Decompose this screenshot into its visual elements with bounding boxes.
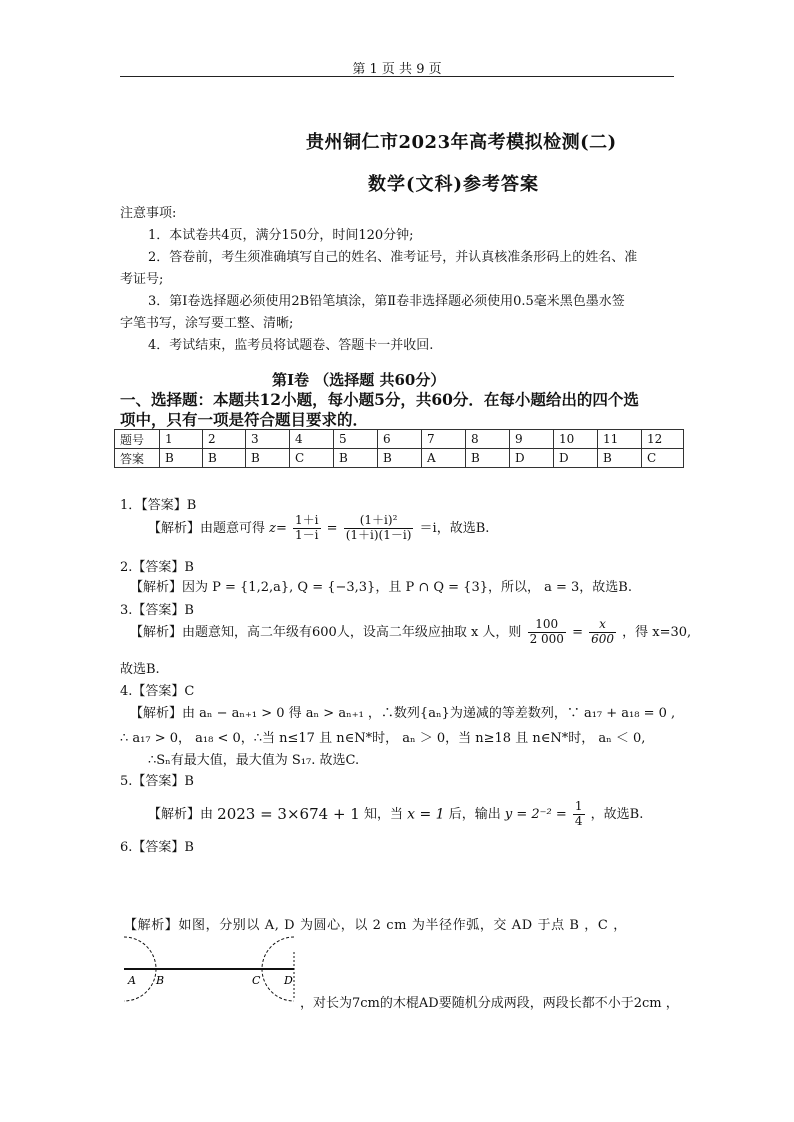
- solution-5-tail: ，故选B.: [590, 806, 644, 822]
- answer-table: [114, 429, 684, 468]
- solution-5-equation: 2023 = 3×674 + 1: [217, 804, 360, 823]
- table-cell: B: [378, 449, 422, 468]
- point-label-c: C: [252, 974, 261, 987]
- table-cell: B: [466, 449, 510, 468]
- note-item: 4．考试结束，监考员将试题卷、答题卡一并收回.: [148, 338, 434, 353]
- table-cell: 10: [554, 430, 598, 449]
- question-instructions-line2: 项中，只有一项是符合题目要求的．: [120, 410, 369, 429]
- fraction-numerator: 1: [574, 799, 583, 813]
- solution-1-tail: ＝i，故选B.: [419, 520, 490, 536]
- note-item: 字笔书写，涂写要工整、清晰;: [120, 316, 294, 331]
- point-label-a: A: [128, 974, 136, 987]
- document-title: 贵州铜仁市2023年高考模拟检测(二): [306, 132, 617, 153]
- table-cell: 2: [203, 430, 246, 449]
- table-cell: B: [598, 449, 642, 468]
- fraction-numerator: 1＋i: [295, 513, 319, 527]
- fraction-denominator: 2 000: [529, 631, 564, 646]
- note-item: 1．本试卷共4页，满分150分，时间120分钟;: [148, 228, 414, 243]
- fraction-numerator: 100: [528, 618, 566, 633]
- table-cell: C: [642, 449, 684, 468]
- table-cell: 4: [290, 430, 334, 449]
- fraction: [293, 514, 320, 543]
- solution-4-answer: 4.【答案】C: [120, 684, 195, 699]
- table-cell: B: [203, 449, 246, 468]
- table-cell: 1: [160, 430, 203, 449]
- note-item: 3．第Ⅰ卷选择题必须使用2B铅笔填涂，第Ⅱ卷非选择题必须使用0.5毫米黑色墨水签: [148, 294, 625, 309]
- solution-4-line3: ∴Sₙ有最大值，最大值为 S₁₇. 故选C.: [148, 753, 360, 768]
- fraction-denominator: 1－i: [295, 527, 319, 542]
- table-cell: D: [554, 449, 598, 468]
- table-cell: 6: [378, 430, 422, 449]
- solution-3-tail: ，得 x=30,: [622, 624, 692, 640]
- answer-table-number-row: [115, 430, 684, 449]
- solution-1-explanation: 【解析】由题意可得 z= $\frac{1+i}{1-i}$ = $\frac{\text{(1＋i)²}}{(1+i)(1-i)}$ ＝i，故选B.: [148, 513, 490, 542]
- fraction-denominator: (1＋i)(1－i): [345, 527, 412, 542]
- solution-3-prefix: 【解析】由题意知，高二年级有600人，设高二年级应抽取 x 人，则: [130, 624, 522, 640]
- solution-3-explanation: 【解析】由题意知，高二年级有600人，设高二年级应抽取 x 人，则 $\frac{100}{2 000}$ = $\frac{x}{600}$ ，得 x=30,: [130, 617, 692, 646]
- solution-6-answer: 6.【答案】B: [120, 840, 194, 855]
- note-item: 2．答卷前，考生须准确填写自己的姓名、准考证号，并认真核准条形码上的姓名、准: [148, 250, 638, 265]
- table-cell: B: [246, 449, 290, 468]
- table-cell: 12: [642, 430, 684, 449]
- fraction: [528, 618, 566, 647]
- solution-5-mid2: 后，输出: [448, 806, 501, 822]
- document-subtitle: 数学(文科)参考答案: [368, 174, 540, 195]
- solution-5-x: x = 1: [407, 806, 445, 823]
- table-row-label: 答案: [115, 449, 160, 468]
- fraction: [573, 800, 585, 829]
- solution-1-prefix: 【解析】由题意可得: [148, 520, 266, 536]
- solution-2-explanation: 【解析】因为 P = {1,2,a}, Q = {−3,3}，且 P ∩ Q = {3}，所以， a = 3，故选B.: [130, 580, 632, 595]
- solution-3-line2: 故选B.: [120, 662, 160, 677]
- solution-5-explanation: [148, 800, 643, 829]
- page-header: 第 1 页 共 9 页: [352, 62, 442, 77]
- point-label-d: D: [284, 974, 293, 987]
- question-instructions-line1: 一、选择题：本题共12小题，每小题5分，共60分．在每小题给出的四个选: [120, 390, 639, 409]
- answer-table-answer-row: [115, 449, 684, 468]
- solution-6-explanation-line1: 【解析】如图，分别以 A, D 为圆心，以 2 cm 为半径作弧，交 AD 于点 B ，C ，: [124, 918, 627, 933]
- table-cell: 8: [466, 430, 510, 449]
- table-cell: 7: [422, 430, 466, 449]
- fraction-denominator: 4: [574, 813, 583, 828]
- header-rule: [120, 76, 674, 77]
- solution-1-answer: 1．【答案】B: [120, 498, 197, 513]
- fraction: [589, 618, 616, 647]
- fraction-numerator: (1＋i)²: [344, 514, 414, 529]
- point-label-b: B: [156, 974, 165, 987]
- solution-4-line2: ∴ a₁₇ > 0， a₁₈ < 0，∴当 n≤17 且 n∈N*时， aₙ ＞ 0，当 n≥18 且 n∈N*时， aₙ ＜ 0,: [120, 731, 646, 746]
- fraction-numerator: x: [589, 618, 616, 633]
- fraction-denominator: 600: [591, 631, 615, 646]
- solution-1-z: z=: [269, 520, 287, 536]
- table-cell: D: [510, 449, 554, 468]
- table-cell: 3: [246, 430, 290, 449]
- note-item: 考证号;: [120, 272, 164, 287]
- table-cell: 11: [598, 430, 642, 449]
- solution-5-prefix: 【解析】由: [148, 806, 214, 822]
- notes-heading: 注意事项:: [120, 206, 177, 221]
- part1-heading: 第Ⅰ卷 （选择题 共60分）: [272, 371, 446, 389]
- solution-3-answer: 3.【答案】B: [120, 603, 194, 618]
- table-cell: 9: [510, 430, 554, 449]
- solution-5-answer: 5.【答案】B: [120, 774, 194, 789]
- segment-diagram: [118, 932, 310, 1014]
- solution-5-mid: 知，当: [363, 806, 403, 822]
- solution-4-line1: 【解析】由 aₙ − aₙ₊₁ > 0 得 aₙ > aₙ₊₁ ，∴数列{aₙ}为递减的等差数列，∵ a₁₇ + a₁₈ = 0 ,: [130, 706, 676, 721]
- solution-5-y: y = 2⁻² =: [504, 806, 567, 822]
- table-cell: B: [334, 449, 378, 468]
- solution-6-explanation-line2: ，对长为7cm的木棍AD要随机分成两段，两段长都不小于2cm ，: [300, 996, 679, 1011]
- fraction: [344, 514, 414, 543]
- table-cell: A: [422, 449, 466, 468]
- table-row-label: 题号: [115, 430, 160, 449]
- table-cell: 5: [334, 430, 378, 449]
- solution-2-answer: 2.【答案】B: [120, 560, 194, 575]
- table-cell: B: [160, 449, 203, 468]
- table-cell: C: [290, 449, 334, 468]
